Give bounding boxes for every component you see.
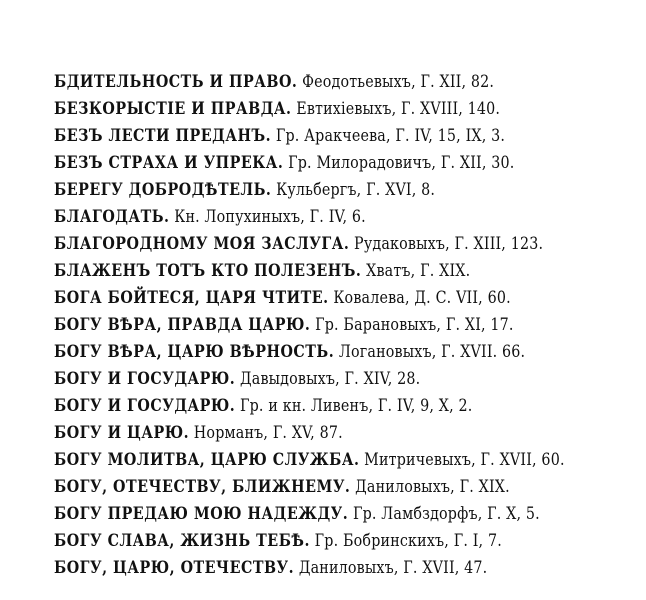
motto-text: БЕЗЪ ЛЕСТИ ПРЕДАНЪ.: [54, 126, 272, 146]
motto-text: БЛАГОДАТЬ.: [54, 207, 170, 227]
list-item: [54, 555, 541, 582]
motto-text: БЕРЕГУ ДОБРОДѢТЕЛЬ.: [54, 180, 272, 200]
source-text: Кульбергъ, Г. XVI, 8.: [276, 180, 436, 200]
source-text: Ковалева, Д. С. VII, 60.: [333, 288, 511, 308]
source-text: Даниловыхъ, Г. XVII, 47.: [298, 558, 488, 578]
list-item: [54, 96, 541, 123]
source-text: Евтихіевыхъ, Г. XVIII, 140.: [296, 99, 501, 119]
source-text: Хватъ, Г. XIX.: [366, 261, 471, 281]
list-item: [54, 69, 541, 96]
motto-text: БОГУ И ЦАРЮ.: [54, 423, 190, 443]
motto-text: БОГА БОЙТЕСЯ, ЦАРЯ ЧТИТЕ.: [54, 288, 329, 308]
source-text: Давыдовыхъ, Г. XIV, 28.: [239, 369, 421, 389]
motto-text: БЕЗКОРЫСТІЕ И ПРАВДА.: [54, 99, 292, 119]
list-item: [54, 150, 541, 177]
motto-text: БОГУ ВѢРА, ПРАВДА ЦАРЮ.: [54, 315, 311, 335]
source-text: Гр. Бобринскихъ, Г. I, 7.: [314, 531, 502, 551]
source-text: Кн. Лопухиныхъ, Г. IV, 6.: [174, 207, 366, 227]
motto-text: БОГУ ПРЕДАЮ МОЮ НАДЕЖДУ.: [54, 504, 349, 524]
motto-text: БЛАГОРОДНОМУ МОЯ ЗАСЛУГА.: [54, 234, 350, 254]
source-text: Даниловыхъ, Г. XIX.: [355, 477, 510, 497]
source-text: Митричевыхъ, Г. XVII, 60.: [364, 450, 565, 470]
source-text: Рудаковыхъ, Г. XIII, 123.: [354, 234, 544, 254]
motto-text: БОГУ И ГОСУДАРЮ.: [54, 396, 236, 416]
motto-text: БДИТЕЛЬНОСТЬ И ПРАВО.: [54, 72, 298, 92]
motto-text: БОГУ, ОТЕЧЕСТВУ, БЛИЖНЕМУ.: [54, 477, 351, 497]
motto-text: БОГУ И ГОСУДАРЮ.: [54, 369, 236, 389]
motto-text: БОГУ ВѢРА, ЦАРЮ ВѢРНОСТЬ.: [54, 342, 335, 362]
list-item: [54, 339, 541, 366]
list-item: [54, 366, 541, 393]
list-item: [54, 177, 541, 204]
source-text: Гр. Милорадовичъ, Г. XII, 30.: [288, 153, 515, 173]
source-text: Логановыхъ, Г. XVII. 66.: [338, 342, 526, 362]
list-item: [54, 123, 541, 150]
list-item: [54, 258, 541, 285]
source-text: Гр. Ламбздорфъ, Г. X, 5.: [352, 504, 540, 524]
source-text: Гр. и кн. Ливенъ, Г. IV, 9, X, 2.: [239, 396, 473, 416]
list-item: [54, 285, 541, 312]
list-item: [54, 474, 541, 501]
motto-text: БОГУ, ЦАРЮ, ОТЕЧЕСТВУ.: [54, 558, 295, 578]
motto-text: БОГУ СЛАВА, ЖИЗНЬ ТЕБѢ.: [54, 531, 310, 551]
list-item: [54, 204, 541, 231]
source-text: Гр. Барановыхъ, Г. XI, 17.: [315, 315, 514, 335]
list-item: [54, 528, 541, 555]
list-item: [54, 312, 541, 339]
list-item: [54, 420, 541, 447]
motto-text: БЕЗЪ СТРАХА И УПРЕКА.: [54, 153, 284, 173]
source-text: Норманъ, Г. XV, 87.: [193, 423, 343, 443]
list-item: [54, 393, 541, 420]
source-text: Феодотьевыхъ, Г. XII, 82.: [302, 72, 495, 92]
list-item: [54, 447, 565, 474]
motto-text: БЛАЖЕНЪ ТОТЪ КТО ПОЛЕЗЕНЪ.: [54, 261, 362, 281]
list-item: [54, 501, 541, 528]
source-text: Гр. Аракчеева, Г. IV, 15, IX, 3.: [275, 126, 506, 146]
motto-text: БОГУ МОЛИТВА, ЦАРЮ СЛУЖБА.: [54, 450, 360, 470]
list-item: [54, 231, 544, 258]
motto-list: [54, 69, 634, 582]
